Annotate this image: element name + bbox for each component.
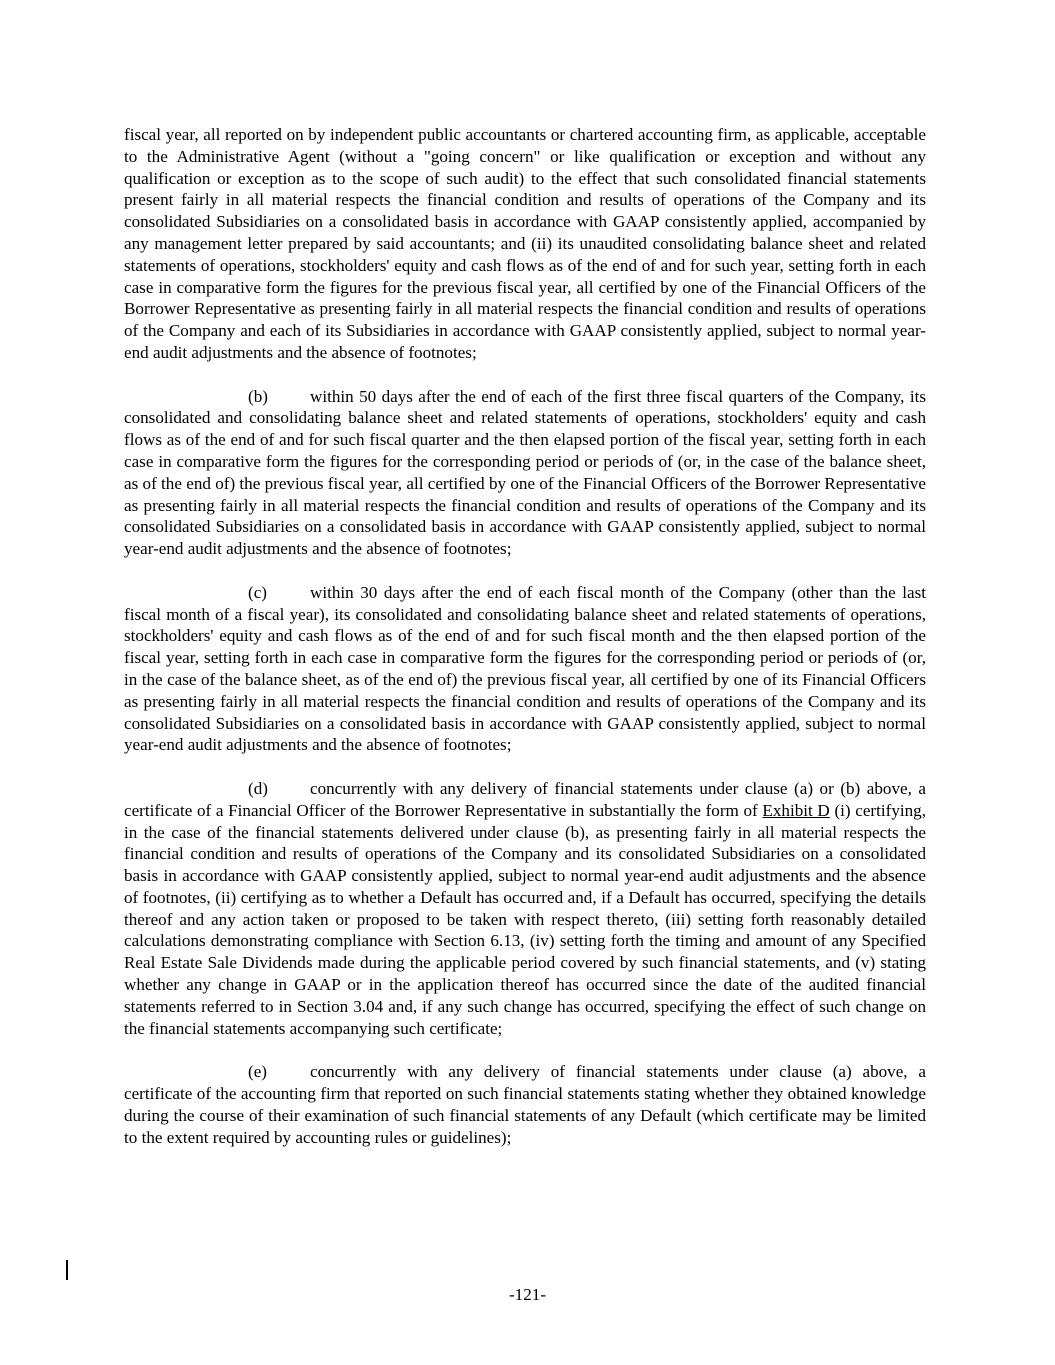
clause-c-text: within 30 days after the end of each fiscal month of the Company (other than the last fiscal month of a fiscal year), its consolidated and consolidating balance sheet and related statements of operations, stockholders' equity and cash flows as of the end of and for such fiscal month and the then elapsed portion of the fiscal year, setting forth in each case in comparative form the figures for the corresponding period or periods of (or, in the case of the balance sheet, as of the end of) the previous fiscal year, all certified by one of its Financial Officers as presenting fairly in all material respects the financial condition and results of operations of the Company and its consolidated Subsidiaries on a consolidated basis in accordance with GAAP consistently applied, subject to normal year-end audit adjustments and the absence of footnotes; — [124, 582, 926, 755]
clause-d-label: (d) — [248, 778, 268, 798]
revision-bar — [66, 1260, 68, 1280]
clause-e-label: (e) — [248, 1062, 267, 1082]
exhibit-d-reference: Exhibit D — [762, 800, 830, 820]
clause-e-paragraph — [124, 1061, 926, 1148]
clause-b-paragraph — [124, 386, 926, 560]
clause-c-label: (c) — [248, 582, 267, 602]
document-body — [124, 124, 926, 1170]
clause-b-text: within 50 days after the end of each of the first three fiscal quarters of the Company, its consolidated and consolidating balance sheet and related statements of operations, stockholders' equity and cash flows as of the end of and for such fiscal quarter and the then elapsed portion of the fiscal year, setting forth in each case in comparative form the figures for the corresponding period or periods of (or, in the case of the balance sheet, as of the end of) the previous fiscal year, all certified by one of the Financial Officers of the Borrower Representative as presenting fairly in all material respects the financial condition and results of operations of the Company and its consolidated Subsidiaries on a consolidated basis in accordance with GAAP consistently applied, subject to normal year-end audit adjustments and the absence of footnotes; — [124, 386, 926, 559]
clause-d-paragraph — [124, 778, 926, 1040]
continuation-paragraph: fiscal year, all reported on by independent public accountants or chartered accounting firm, as applicable, acceptable to the Administrative Agent (without a "going concern" or like qualification or exception and without any qualification or exception as to the scope of such audit) to the effect that such consolidated financial statements present fairly in all material respects the financial condition and results of operations of the Company and its consolidated Subsidiaries on a consolidated basis in accordance with GAAP consistently applied, accompanied by any management letter prepared by said accountants; and (ii) its unaudited consolidating balance sheet and related statements of operations, stockholders' equity and cash flows as of the end of and for such year, setting forth in each case in comparative form the figures for the previous fiscal year, all certified by one of the Financial Officers of the Borrower Representative as presenting fairly in all material respects the financial condition and results of operations of the Company and each of its Subsidiaries in accordance with GAAP consistently applied, subject to normal year-end audit adjustments and the absence of footnotes; — [124, 125, 926, 362]
clause-d-text-before: concurrently with any delivery of financial statements under clause (a) or (b) above, a certificate of a Financial Officer of the Borrower Representative in substantially the form of — [124, 778, 926, 820]
clause-c-paragraph — [124, 582, 926, 756]
clause-b-label: (b) — [248, 386, 268, 406]
clause-d-text-after: (i) certifying, in the case of the financial statements delivered under clause (b), as presenting fairly in all material respects the financial condition and results of operations of the Company and its consolidated Subsidiaries on a consolidated basis in accordance with GAAP consistently applied, subject to normal year-end audit adjustments and the absence of footnotes, (ii) certifying as to whether a Default has occurred and, if a Default has occurred, specifying the details thereof and any action taken or proposed to be taken with respect thereto, (iii) setting forth reasonably detailed calculations demonstrating compliance with Section 6.13, (iv) setting forth the timing and amount of any Specified Real Estate Sale Dividends made during the applicable period covered by such financial statements, and (v) stating whether any change in GAAP or in the application thereof has occurred since the date of the audited financial statements referred to in Section 3.04 and, if any such change has occurred, specifying the effect of such change on the financial statements accompanying such certificate; — [124, 800, 926, 1038]
clause-e-text: concurrently with any delivery of financial statements under clause (a) above, a certificate of the accounting firm that reported on such financial statements stating whether they obtained knowledge during the course of their examination of such financial statements of any Default (which certificate may be limited to the extent required by accounting rules or guidelines); — [124, 1062, 926, 1147]
page-number: -121- — [508, 1285, 547, 1304]
